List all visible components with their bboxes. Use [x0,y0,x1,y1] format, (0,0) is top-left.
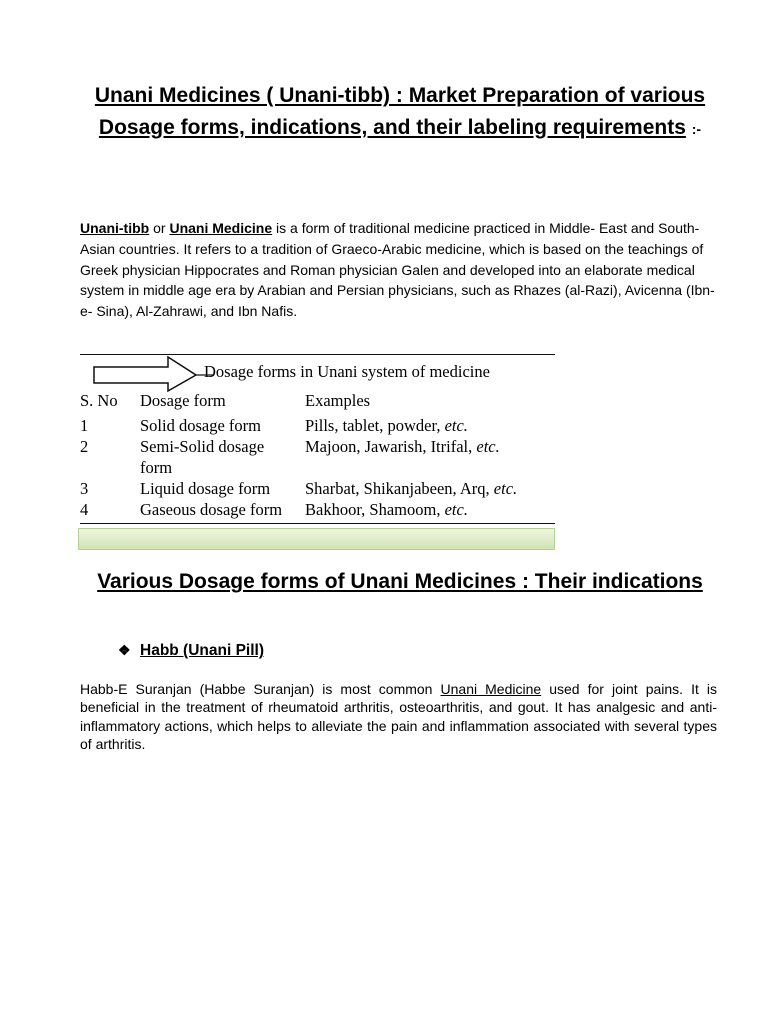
bullet-icon: ❖ [118,642,131,658]
row3-examples: Sharbat, Shikanjabeen, Arq, etc. [305,479,518,498]
document-title [80,80,720,145]
table-bottom-rule [80,523,555,524]
row1-no: 1 [80,416,89,435]
subsection-title: Habb (Unani Pill) [140,642,264,659]
row3-form: Liquid dosage form [140,479,271,498]
habb-paragraph: Habb-E Suranjan (Habbe Suranjan) is most common Unani Medicine used for joint pains. It is beneficial in the treatment of rheumatoid arthritis, osteoarthritis, and gout. It has analgesic and anti-inflammatory actions, which helps to alleviate the pain and inflammation associated with several types of arthritis. [80,681,718,752]
intro-paragraph [80,218,720,322]
term-unani-medicine: Unani Medicine [169,220,273,236]
term-unani-tibb: Unani-tibb [80,220,150,236]
intro-or: or [149,220,170,236]
row3-no: 3 [80,479,89,498]
header-dosage-form: Dosage form [140,391,226,410]
row4-no: 4 [80,500,89,519]
row1-form: Solid dosage form [140,416,261,435]
row1-examples: Pills, tablet, powder, etc. [305,416,468,435]
header-sno: S. No [80,391,118,410]
row4-form: Gaseous dosage form [140,500,283,519]
subsection-heading [118,640,264,661]
header-examples: Examples [305,391,371,410]
dosage-forms-table [80,348,555,528]
arrow-icon [92,354,220,394]
intro-rest: is a form of traditional medicine practiced in Middle- East and South-Asian countries. It refers to a tradition of Graeco-Arabic medicine, which is based on the teachings of Greek physician Hippocrates and Roman physician Galen and developed into an elaborate medical system in middle age era by Arabian and Persian physicians, such as Rhazes (al-Razi), Avicenna (Ibn-e- Sina), Al-Zahrawi, and Ibn Nafis. [80,220,715,320]
document-title-text: Unani Medicines ( Unani-tibb) : Market Preparation of various Dosage forms, indications, and their labeling requirements [94,84,706,139]
row4-examples: Bakhoor, Shamoom, etc. [305,500,468,519]
row2-form-cont: form [140,458,173,477]
unani-medicine-link[interactable]: Unani Medicine [440,681,542,697]
row2-no: 2 [80,437,89,456]
table-highlight-bar [78,528,555,550]
section-heading: Various Dosage forms of Unani Medicines : Their indications [97,570,703,593]
row2-form: Semi-Solid dosage [140,437,265,456]
row2-examples: Majoon, Jawarish, Itrifal, etc. [305,437,500,456]
document-title-suffix: :- [691,120,702,137]
table-caption: Dosage forms in Unani system of medicine [204,362,490,381]
